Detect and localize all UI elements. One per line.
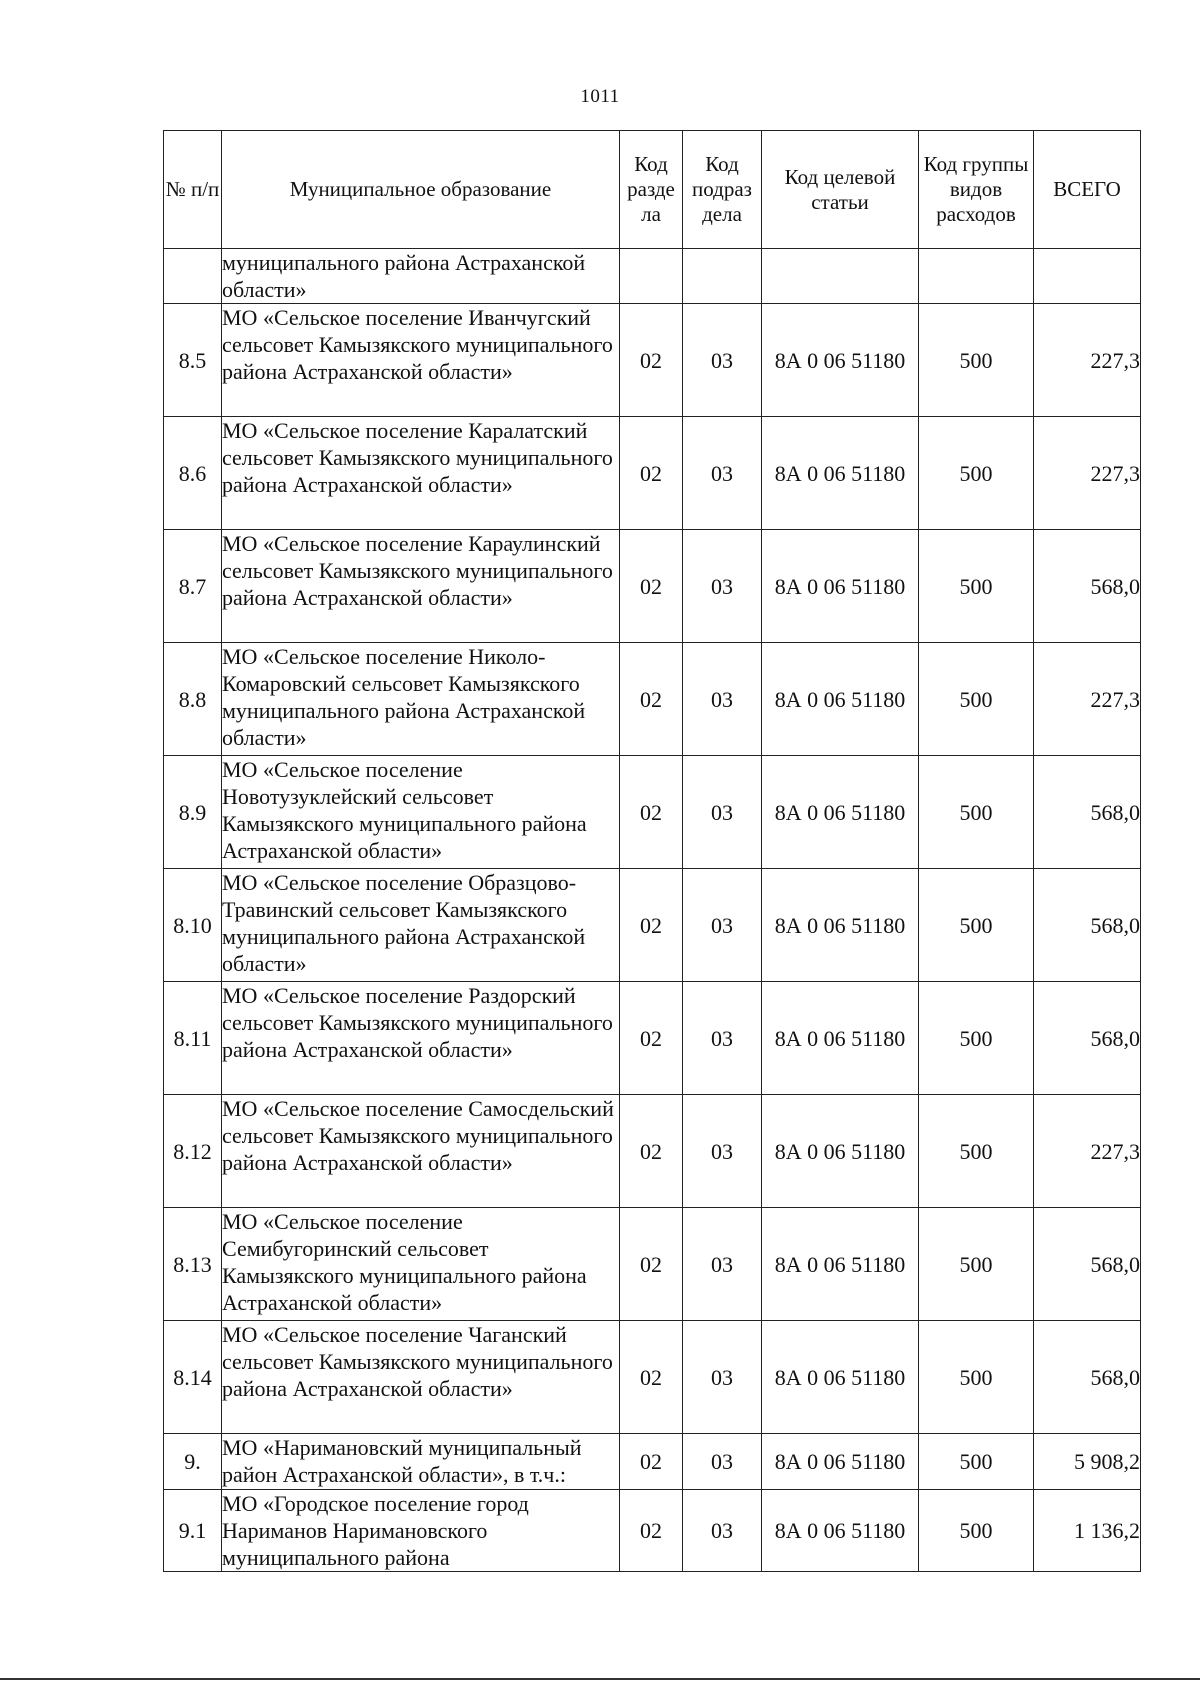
row-section-code: 02 — [620, 982, 683, 1095]
row-expense-group-code: 500 — [919, 1095, 1034, 1208]
row-subsection-code: 03 — [683, 1321, 762, 1434]
row-expense-group-code: 500 — [919, 869, 1034, 982]
row-number: 8.14 — [164, 1321, 222, 1434]
row-number: 8.12 — [164, 1095, 222, 1208]
row-total: 227,3 — [1034, 1095, 1141, 1208]
row-section-code: 02 — [620, 869, 683, 982]
row-target-code — [762, 249, 919, 304]
row-total: 568,0 — [1034, 530, 1141, 643]
header-expense-group-code: Код группы видов расходов — [919, 131, 1034, 249]
header-section-code: Код разде ла — [620, 131, 683, 249]
row-total: 1 136,2 — [1034, 1490, 1141, 1572]
row-municipality: МО «Сельское поселение Чаганский сельсовет Камызякского муниципального района Астраханской области» — [222, 1321, 620, 1434]
row-section-code: 02 — [620, 1490, 683, 1572]
row-target-code: 8А 0 06 51180 — [762, 1321, 919, 1434]
row-section-code: 02 — [620, 1208, 683, 1321]
row-subsection-code: 03 — [683, 304, 762, 417]
table-row — [164, 982, 1141, 1095]
table-row — [164, 304, 1141, 417]
row-section-code: 02 — [620, 530, 683, 643]
row-number: 8.8 — [164, 643, 222, 756]
row-expense-group-code: 500 — [919, 1321, 1034, 1434]
row-section-code: 02 — [620, 756, 683, 869]
row-number: 9. — [164, 1434, 222, 1490]
table-row — [164, 1095, 1141, 1208]
row-expense-group-code: 500 — [919, 1434, 1034, 1490]
row-section-code: 02 — [620, 1321, 683, 1434]
row-total: 568,0 — [1034, 756, 1141, 869]
row-municipality: МО «Сельское поселение Новотузуклейский сельсовет Камызякского муниципального района Астраханской области» — [222, 756, 620, 869]
row-number — [164, 249, 222, 304]
row-section-code: 02 — [620, 417, 683, 530]
row-municipality: МО «Сельское поселение Самосдельский сельсовет Камызякского муниципального района Астраханской области» — [222, 1095, 620, 1208]
row-target-code: 8А 0 06 51180 — [762, 530, 919, 643]
header-subsection-code: Код подраз дела — [683, 131, 762, 249]
table-row — [164, 869, 1141, 982]
row-total: 5 908,2 — [1034, 1434, 1141, 1490]
row-target-code: 8А 0 06 51180 — [762, 1208, 919, 1321]
row-total: 227,3 — [1034, 643, 1141, 756]
header-municipality: Муниципальное образование — [222, 131, 620, 249]
row-total: 568,0 — [1034, 1321, 1141, 1434]
row-municipality: МО «Сельское поселение Иванчугский сельсовет Камызякского муниципального района Астраханской области» — [222, 304, 620, 417]
row-number: 8.6 — [164, 417, 222, 530]
row-target-code: 8А 0 06 51180 — [762, 982, 919, 1095]
row-total: 227,3 — [1034, 304, 1141, 417]
table-row — [164, 643, 1141, 756]
row-target-code: 8А 0 06 51180 — [762, 1434, 919, 1490]
row-total: 227,3 — [1034, 417, 1141, 530]
row-expense-group-code — [919, 249, 1034, 304]
row-municipality: МО «Сельское поселение Каралатский сельсовет Камызякского муниципального района Астраханской области» — [222, 417, 620, 530]
header-number: № п/п — [164, 131, 222, 249]
row-expense-group-code: 500 — [919, 643, 1034, 756]
row-subsection-code: 03 — [683, 417, 762, 530]
row-subsection-code: 03 — [683, 643, 762, 756]
row-subsection-code: 03 — [683, 756, 762, 869]
row-municipality: МО «Сельское поселение Семибугоринский сельсовет Камызякского муниципального района Астраханской области» — [222, 1208, 620, 1321]
row-expense-group-code: 500 — [919, 1208, 1034, 1321]
row-expense-group-code: 500 — [919, 417, 1034, 530]
row-target-code: 8А 0 06 51180 — [762, 417, 919, 530]
row-total: 568,0 — [1034, 869, 1141, 982]
row-section-code: 02 — [620, 304, 683, 417]
row-target-code: 8А 0 06 51180 — [762, 756, 919, 869]
page-number: 1011 — [580, 86, 620, 107]
row-target-code: 8А 0 06 51180 — [762, 304, 919, 417]
row-subsection-code: 03 — [683, 1490, 762, 1572]
table-row — [164, 1321, 1141, 1434]
header-target-code: Код целевой статьи — [762, 131, 919, 249]
row-section-code: 02 — [620, 1095, 683, 1208]
table-row — [164, 417, 1141, 530]
row-subsection-code: 03 — [683, 1434, 762, 1490]
row-expense-group-code: 500 — [919, 982, 1034, 1095]
row-target-code: 8А 0 06 51180 — [762, 869, 919, 982]
table-row — [164, 1208, 1141, 1321]
row-expense-group-code: 500 — [919, 530, 1034, 643]
row-municipality: МО «Сельское поселение Николо-Комаровский сельсовет Камызякского муниципального района Астраханской области» — [222, 643, 620, 756]
row-section-code: 02 — [620, 643, 683, 756]
row-total: 568,0 — [1034, 1208, 1141, 1321]
table-row — [164, 1434, 1141, 1490]
row-municipality: МО «Наримановский муниципальный район Астраханской области», в т.ч.: — [222, 1434, 620, 1490]
row-section-code: 02 — [620, 1434, 683, 1490]
row-municipality: МО «Сельское поселение Образцово-Травинский сельсовет Камызякского муниципального района Астраханской области» — [222, 869, 620, 982]
row-subsection-code: 03 — [683, 530, 762, 643]
row-target-code: 8А 0 06 51180 — [762, 1490, 919, 1572]
row-municipality: МО «Сельское поселение Раздорский сельсовет Камызякского муниципального района Астраханской области» — [222, 982, 620, 1095]
row-section-code — [620, 249, 683, 304]
table-header-row — [164, 131, 1141, 249]
row-expense-group-code: 500 — [919, 756, 1034, 869]
row-number: 8.10 — [164, 869, 222, 982]
row-number: 9.1 — [164, 1490, 222, 1572]
row-number: 8.5 — [164, 304, 222, 417]
row-subsection-code: 03 — [683, 869, 762, 982]
table-row — [164, 530, 1141, 643]
row-municipality: МО «Сельское поселение Караулинский сельсовет Камызякского муниципального района Астраханской области» — [222, 530, 620, 643]
row-number: 8.11 — [164, 982, 222, 1095]
row-total: 568,0 — [1034, 982, 1141, 1095]
table-row — [164, 249, 1141, 304]
row-municipality: МО «Городское поселение город Нариманов Наримановского муниципального района — [222, 1490, 620, 1572]
row-subsection-code — [683, 249, 762, 304]
header-total: ВСЕГО — [1034, 131, 1141, 249]
row-total — [1034, 249, 1141, 304]
row-subsection-code: 03 — [683, 1208, 762, 1321]
row-expense-group-code: 500 — [919, 1490, 1034, 1572]
table-row — [164, 1490, 1141, 1572]
table-row — [164, 756, 1141, 869]
row-municipality: муниципального района Астраханской области» — [222, 249, 620, 304]
row-expense-group-code: 500 — [919, 304, 1034, 417]
row-subsection-code: 03 — [683, 1095, 762, 1208]
page-bottom-rule — [0, 1678, 1200, 1680]
row-subsection-code: 03 — [683, 982, 762, 1095]
row-number: 8.9 — [164, 756, 222, 869]
budget-allocation-table — [163, 130, 1141, 1572]
row-target-code: 8А 0 06 51180 — [762, 643, 919, 756]
row-target-code: 8А 0 06 51180 — [762, 1095, 919, 1208]
row-number: 8.7 — [164, 530, 222, 643]
row-number: 8.13 — [164, 1208, 222, 1321]
